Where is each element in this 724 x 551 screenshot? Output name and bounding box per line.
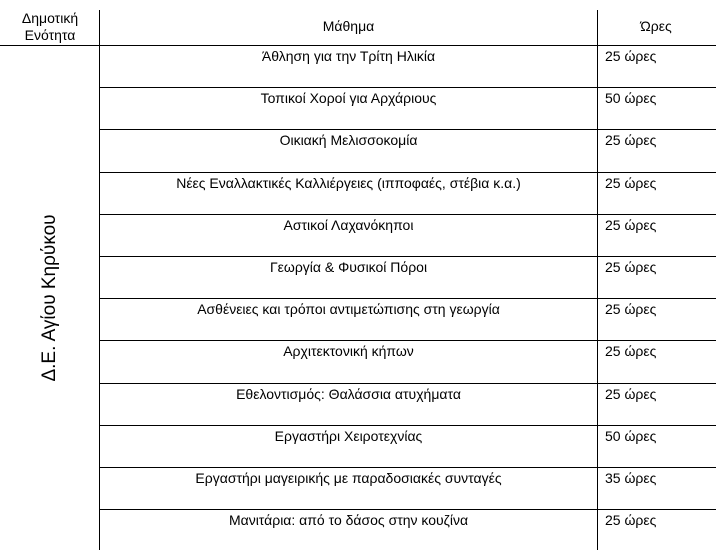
header-unit-line2: Ενότητα [24, 27, 76, 43]
course-subject: Εργαστήρι Χειροτεχνίας [274, 427, 423, 444]
table-row [100, 509, 724, 551]
course-hours: 25 ώρες [605, 132, 657, 149]
course-hours: 25 ώρες [605, 512, 657, 529]
table-row [100, 425, 724, 467]
course-subject: Μανιτάρια: από το δάσος στην κουζίνα [228, 512, 469, 529]
course-hours: 25 ώρες [605, 385, 657, 402]
course-hours: 50 ώρες [605, 427, 657, 444]
header-unit [0, 10, 100, 44]
table-row [100, 172, 724, 214]
course-subject: Εθελοντισμός: Θαλάσσια ατυχήματα [236, 385, 461, 402]
course-hours: 50 ώρες [605, 90, 657, 107]
course-hours: 25 ώρες [605, 174, 657, 191]
table-row [100, 45, 724, 87]
header-hours: Ώρες [640, 18, 672, 34]
course-hours: 25 ώρες [605, 343, 657, 360]
course-subject: Ασθένειες και τρόποι αντιμετώπισης στη γεωργία [197, 301, 500, 318]
table-row [100, 340, 724, 382]
table-row [100, 256, 724, 298]
table-row [100, 87, 724, 129]
course-subject: Αστικοί Λαχανόκηποι [283, 216, 414, 233]
course-subject: Εργαστήρι μαγειρικής με παραδοσιακές συνταγές [195, 470, 502, 486]
course-subject: Αρχιτεκτονική κήπων [283, 343, 414, 360]
unit-cell [0, 45, 100, 550]
table-row [100, 214, 724, 256]
course-subject: Άθληση για την Τρίτη Ηλικία [261, 48, 436, 64]
table-row [100, 467, 724, 509]
course-hours: 25 ώρες [605, 216, 657, 233]
unit-name: Δ.Ε. Αγίου Κηρύκου [39, 213, 60, 382]
table-row [100, 383, 724, 425]
table-row [100, 298, 724, 340]
course-subject: Οικιακή Μελισσοκομία [279, 132, 418, 149]
header-unit-line1: Δημοτική [21, 10, 79, 26]
course-subject: Νέες Εναλλακτικές Καλλιέργειες (ιπποφαές, στέβια κ.α.) [176, 174, 521, 191]
course-subject: Γεωργία & Φυσικοί Πόροι [269, 259, 428, 275]
course-subject: Τοπικοί Χοροί για Αρχάριους [260, 90, 437, 107]
course-hours: 35 ώρες [605, 470, 657, 486]
header-subject: Μάθημα [322, 18, 375, 34]
course-hours: 25 ώρες [605, 259, 657, 275]
course-hours: 25 ώρες [605, 301, 657, 318]
course-hours: 25 ώρες [605, 48, 657, 64]
table-row [100, 129, 724, 171]
